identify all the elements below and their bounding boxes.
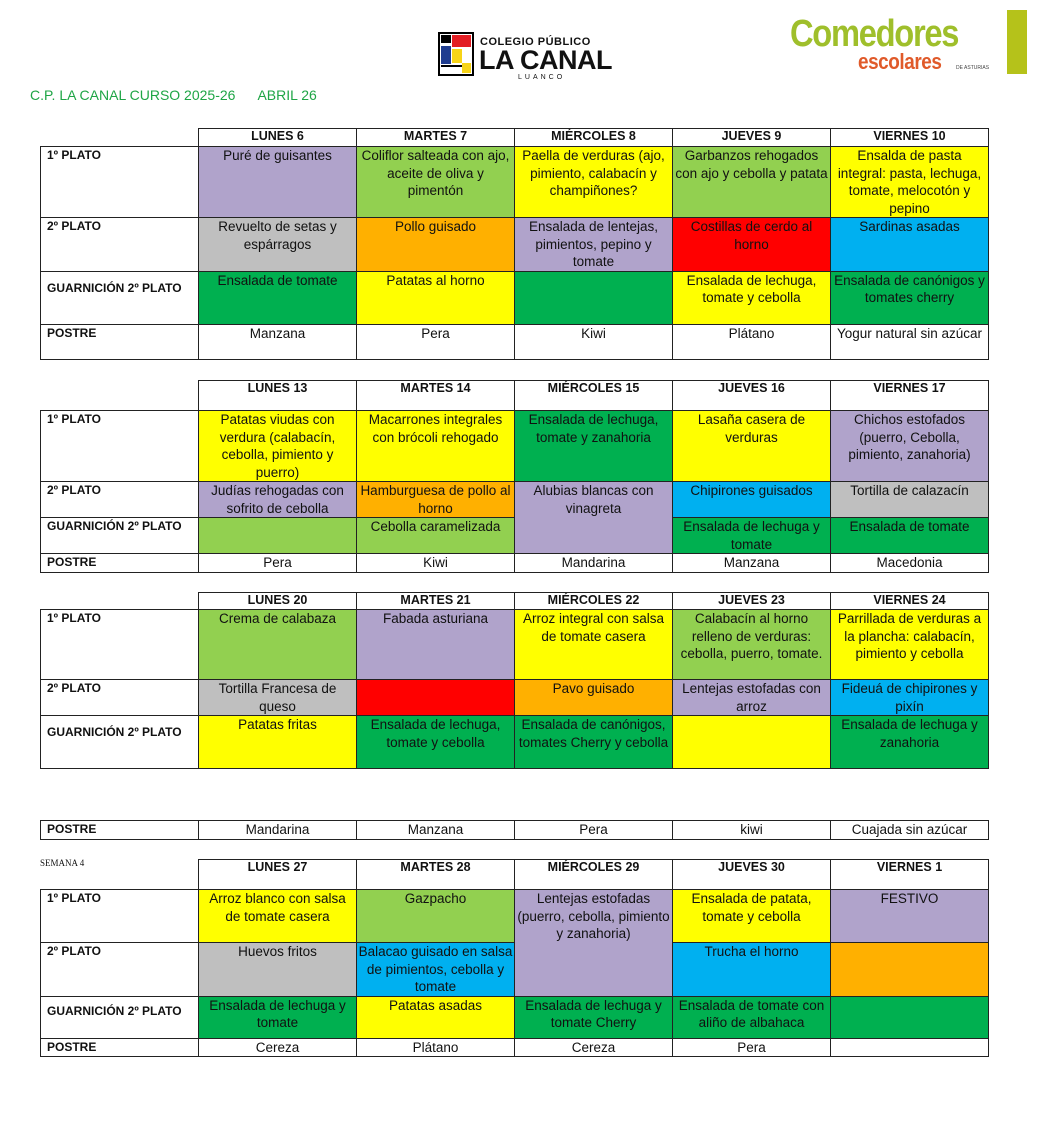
menu-cell: Tortilla de calazacín	[831, 482, 989, 518]
menu-cell	[673, 716, 831, 769]
row-label-plato2: 2º PLATO	[41, 680, 199, 716]
row-label-postre: POSTRE	[41, 821, 199, 840]
menu-cell: Revuelto de setas y espárragos	[199, 218, 357, 272]
day-header: MIÉRCOLES 22	[515, 593, 673, 610]
page-title	[30, 87, 317, 103]
row-label-guarnicion: GUARNICIÓN 2º PLATO	[41, 996, 199, 1038]
brand-line3: DE ASTURIAS	[956, 65, 990, 71]
menu-cell: Cebolla caramelizada	[357, 518, 515, 554]
row-label-plato1: 1º PLATO	[41, 610, 199, 680]
week-3-postre-table	[40, 820, 989, 840]
menu-cell: Ensalada de lentejas, pimientos, pepino y tomate	[515, 218, 673, 272]
menu-cell: Manzana	[673, 554, 831, 573]
menu-cell: Arroz blanco con salsa de tomate casera	[199, 890, 357, 943]
menu-cell: Pera	[673, 1038, 831, 1057]
menu-cell: Puré de guisantes	[199, 147, 357, 218]
menu-cell: Balacao guisado en salsa de pimientos, cebolla y tomate	[357, 943, 515, 997]
menu-cell: FESTIVO	[831, 890, 989, 943]
day-header: VIERNES 10	[831, 129, 989, 147]
menu-cell: Trucha el horno	[673, 943, 831, 997]
menu-cell: Lentejas estofadas con arroz	[673, 680, 831, 716]
menu-cell: Pera	[515, 821, 673, 840]
menu-cell: kiwi	[673, 821, 831, 840]
menu-cell: Calabacín al horno relleno de verduras: cebolla, puerro, tomate.	[673, 610, 831, 680]
menu-cell: Ensalada de lechuga y tomate	[673, 518, 831, 554]
brand-line2: escolares	[858, 49, 942, 74]
menu-cell: Macarrones integrales con brócoli rehogado	[357, 411, 515, 482]
menu-cell: Pera	[357, 324, 515, 359]
menu-cell: Gazpacho	[357, 890, 515, 943]
menu-cell	[831, 996, 989, 1038]
brand-bar	[1007, 10, 1027, 74]
day-header: JUEVES 30	[673, 860, 831, 890]
menu-cell: Lasaña casera de verduras	[673, 411, 831, 482]
row-label-plato1: 1º PLATO	[41, 411, 199, 482]
menu-cell: Sardinas asadas	[831, 218, 989, 272]
menu-cell	[515, 271, 673, 324]
menu-cell: Ensalada de lechuga y tomate	[199, 996, 357, 1038]
menu-cell: Lentejas estofadas (puerro, cebolla, pimiento y zanahoria)	[515, 890, 673, 997]
menu-cell: Huevos fritos	[199, 943, 357, 997]
menu-cell	[831, 1038, 989, 1057]
week-2-table	[40, 380, 989, 573]
row-label-guarnicion: GUARNICIÓN 2º PLATO	[41, 518, 199, 554]
menu-cell: Ensalda de pasta integral: pasta, lechuga, tomate, melocotón y pepino	[831, 147, 989, 218]
menu-cell: Pera	[199, 554, 357, 573]
title-month: ABRIL 26	[257, 87, 317, 103]
menu-cell: Arroz integral con salsa de tomate casera	[515, 610, 673, 680]
row-label-guarnicion: GUARNICIÓN 2º PLATO	[41, 716, 199, 769]
menu-cell	[199, 518, 357, 554]
menu-cell: Patatas viudas con verdura (calabacín, cebolla, pimiento y puerro)	[199, 411, 357, 482]
corner-blank	[41, 860, 199, 890]
day-header: JUEVES 9	[673, 129, 831, 147]
menu-cell: Ensalada de lechuga y tomate Cherry	[515, 996, 673, 1038]
day-header: JUEVES 23	[673, 593, 831, 610]
menu-cell: Ensalada de lechuga, tomate y cebolla	[357, 716, 515, 769]
menu-cell: Kiwi	[357, 554, 515, 573]
day-header: LUNES 6	[199, 129, 357, 147]
title-course: C.P. LA CANAL CURSO 2025-26	[30, 87, 236, 103]
logo-line1: COLEGIO PÚBLICO	[480, 36, 591, 48]
row-label-plato2: 2º PLATO	[41, 218, 199, 272]
menu-cell	[831, 943, 989, 997]
row-label-plato1: 1º PLATO	[41, 147, 199, 218]
menu-cell: Patatas asadas	[357, 996, 515, 1038]
menu-cell: Parrillada de verduras a la plancha: calabacín, pimiento y cebolla	[831, 610, 989, 680]
menu-cell: Ensalada de lechuga, tomate y zanahoria	[515, 411, 673, 482]
school-logo-icon	[438, 32, 474, 76]
menu-cell: Yogur natural sin azúcar	[831, 324, 989, 359]
menu-cell: Pollo guisado	[357, 218, 515, 272]
row-label-plato1: 1º PLATO	[41, 890, 199, 943]
menu-cell: Manzana	[357, 821, 515, 840]
day-header: MIÉRCOLES 8	[515, 129, 673, 147]
menu-cell	[357, 680, 515, 716]
menu-cell: Macedonia	[831, 554, 989, 573]
menu-cell: Ensalada de tomate con aliño de albahaca	[673, 996, 831, 1038]
menu-cell: Ensalada de tomate	[199, 271, 357, 324]
menu-cell: Plátano	[357, 1038, 515, 1057]
corner-blank	[41, 381, 199, 411]
day-header: MARTES 28	[357, 860, 515, 890]
menu-cell: Coliflor salteada con ajo, aceite de oliva y pimentón	[357, 147, 515, 218]
menu-cell: Cereza	[515, 1038, 673, 1057]
day-header: VIERNES 1	[831, 860, 989, 890]
corner-blank	[41, 129, 199, 147]
row-label-postre: POSTRE	[41, 1038, 199, 1057]
menu-cell: Cuajada sin azúcar	[831, 821, 989, 840]
menu-cell: Ensalada de lechuga, tomate y cebolla	[673, 271, 831, 324]
menu-cell: Plátano	[673, 324, 831, 359]
row-label-postre: POSTRE	[41, 324, 199, 359]
row-label-plato2: 2º PLATO	[41, 943, 199, 997]
menu-cell: Fideuá de chipirones y pixín	[831, 680, 989, 716]
menu-cell: Ensalada de canónigos, tomates Cherry y cebolla	[515, 716, 673, 769]
menu-cell: Kiwi	[515, 324, 673, 359]
menu-cell: Patatas fritas	[199, 716, 357, 769]
menu-cell: Garbanzos rehogados con ajo y cebolla y patata	[673, 147, 831, 218]
day-header: VIERNES 24	[831, 593, 989, 610]
menu-cell: Hamburguesa de pollo al horno	[357, 482, 515, 518]
menu-cell: Paella de verduras (ajo, pimiento, calabacín y champiñones?	[515, 147, 673, 218]
menu-cell: Patatas al horno	[357, 271, 515, 324]
corner-blank	[41, 593, 199, 610]
menu-cell: Alubias blancas con vinagreta	[515, 482, 673, 554]
day-header: JUEVES 16	[673, 381, 831, 411]
menu-cell: Mandarina	[199, 821, 357, 840]
menu-cell: Chichos estofados (puerro, Cebolla, pimiento, zanahoria)	[831, 411, 989, 482]
school-logo	[438, 32, 628, 82]
day-header: LUNES 20	[199, 593, 357, 610]
row-label-plato2: 2º PLATO	[41, 482, 199, 518]
menu-cell: Fabada asturiana	[357, 610, 515, 680]
day-header: VIERNES 17	[831, 381, 989, 411]
day-header: MARTES 21	[357, 593, 515, 610]
week-4-label: SEMANA 4	[40, 858, 85, 868]
day-header: MIÉRCOLES 29	[515, 860, 673, 890]
week-4-table	[40, 859, 989, 1057]
day-header: LUNES 27	[199, 860, 357, 890]
menu-cell: Crema de calabaza	[199, 610, 357, 680]
menu-cell: Cereza	[199, 1038, 357, 1057]
menu-cell: Manzana	[199, 324, 357, 359]
menu-cell: Chipirones guisados	[673, 482, 831, 518]
logo-line3: LUANCO	[518, 74, 566, 81]
menu-cell: Ensalada de lechuga y zanahoria	[831, 716, 989, 769]
brand-logo	[790, 10, 1030, 80]
menu-cell: Ensalada de canónigos y tomates cherry	[831, 271, 989, 324]
week-1-table	[40, 128, 989, 360]
logo-line2: LA CANAL	[479, 45, 612, 75]
menu-cell: Ensalada de tomate	[831, 518, 989, 554]
menu-cell: Judías rehogadas con sofrito de cebolla	[199, 482, 357, 518]
week-3-table	[40, 592, 989, 769]
day-header: MIÉRCOLES 15	[515, 381, 673, 411]
menu-cell: Ensalada de patata, tomate y cebolla	[673, 890, 831, 943]
brand-line1: Comedores	[790, 13, 959, 55]
menu-cell: Pavo guisado	[515, 680, 673, 716]
day-header: MARTES 7	[357, 129, 515, 147]
menu-cell: Costillas de cerdo al horno	[673, 218, 831, 272]
menu-cell: Mandarina	[515, 554, 673, 573]
menu-cell: Tortilla Francesa de queso	[199, 680, 357, 716]
day-header: MARTES 14	[357, 381, 515, 411]
day-header: LUNES 13	[199, 381, 357, 411]
row-label-guarnicion: GUARNICIÓN 2º PLATO	[41, 271, 199, 324]
row-label-postre: POSTRE	[41, 554, 199, 573]
